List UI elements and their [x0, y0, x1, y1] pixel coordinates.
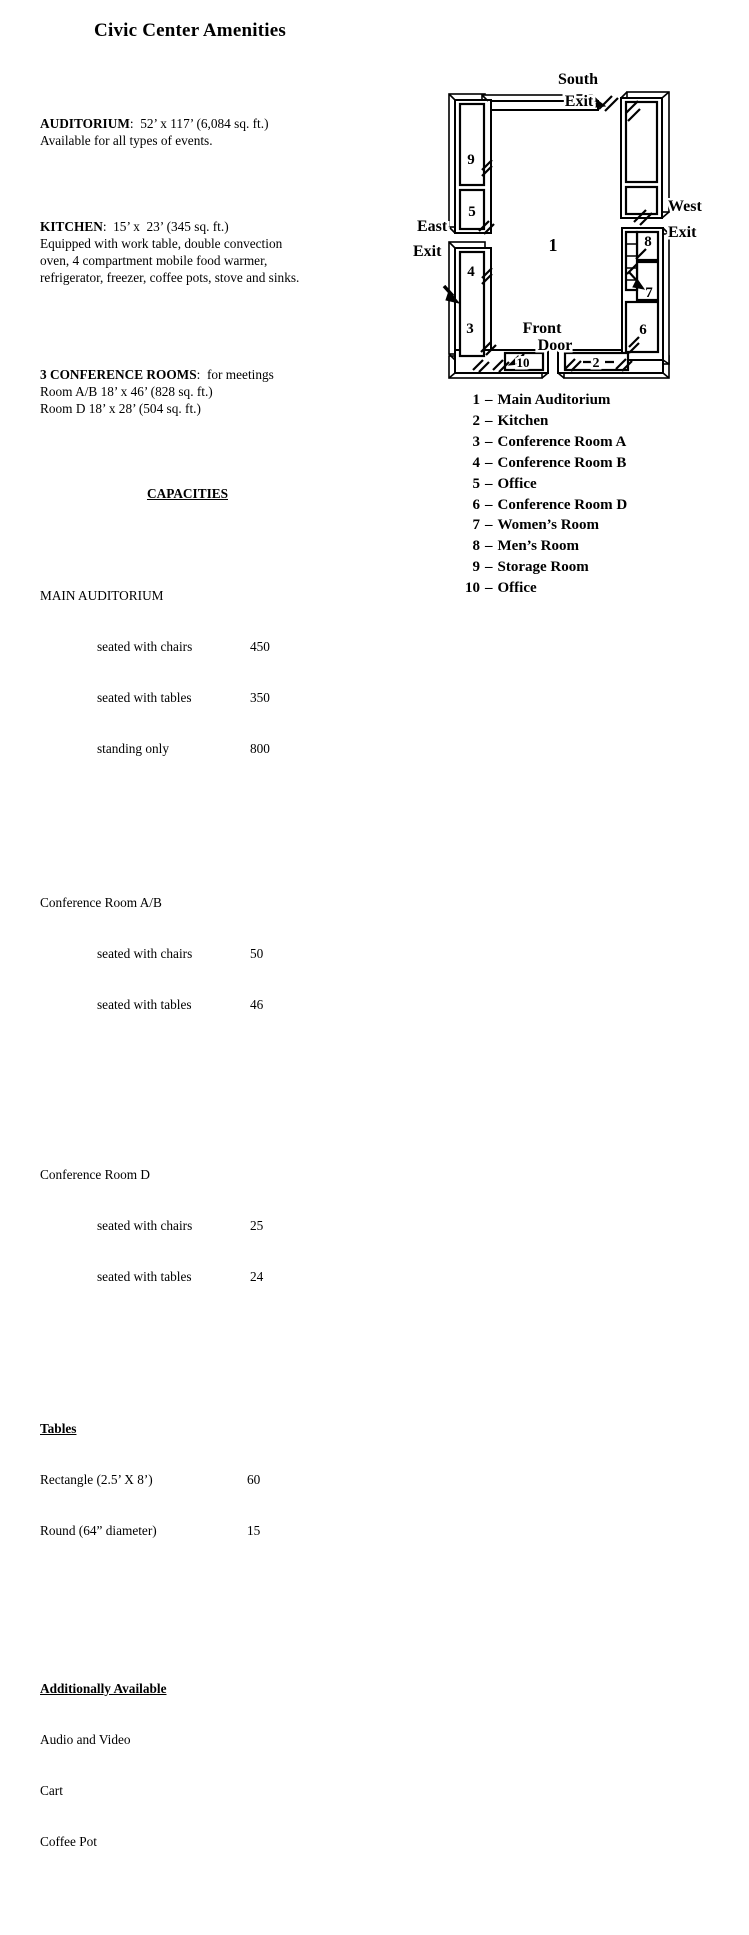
south-label: South — [557, 71, 599, 88]
capacity-value: 50 — [250, 946, 264, 961]
capacity-group-name: MAIN AUDITORIUM — [40, 588, 164, 603]
legend-dash: – — [485, 559, 493, 576]
legend-dash: – — [485, 412, 493, 429]
capacity-value: 25 — [250, 1218, 264, 1233]
kitchen-description-line: refrigerator, freezer, coffee pots, stove and sinks. — [40, 270, 300, 285]
legend-room-name: Office — [497, 580, 537, 597]
capacity-value: 46 — [250, 997, 264, 1012]
kitchen-description-line: Equipped with work table, double convection — [40, 236, 283, 251]
auditorium-heading: AUDITORIUM — [40, 116, 130, 131]
legend-room-name: Kitchen — [497, 412, 549, 429]
room-5-label: 5 — [468, 204, 476, 220]
capacity-label: seated with chairs — [97, 639, 193, 654]
page-title: Civic Center Amenities — [94, 20, 286, 41]
capacity-label: seated with tables — [97, 997, 192, 1012]
table-row — [40, 1471, 350, 1488]
additional-item: Cart — [40, 1783, 63, 1798]
kitchen-heading: KITCHEN — [40, 219, 103, 234]
east-label: East — [417, 218, 448, 235]
south-exit-label: Exit — [564, 93, 594, 110]
legend-item — [446, 536, 627, 557]
legend-item — [446, 557, 627, 578]
legend-dash: – — [485, 475, 493, 492]
legend-dash: – — [485, 517, 493, 534]
main-auditorium-capacity-group — [40, 553, 350, 791]
legend-number: 7 — [472, 517, 480, 534]
capacity-value: 350 — [250, 690, 270, 705]
kitchen-dimensions: : 15’ x 23’ (345 sq. ft.) — [102, 219, 229, 234]
capacity-value: 24 — [250, 1269, 264, 1284]
legend-number: 2 — [472, 412, 480, 429]
capacity-row — [40, 1217, 350, 1234]
legend-item — [446, 495, 627, 516]
capacity-value: 800 — [250, 741, 270, 756]
legend-item — [446, 432, 627, 453]
legend-number: 4 — [472, 454, 480, 471]
legend-room-name: Main Auditorium — [497, 392, 611, 408]
capacity-row — [40, 740, 350, 757]
legend-number: 3 — [472, 433, 480, 450]
room-6-label: 6 — [639, 322, 647, 338]
table-count: 15 — [247, 1523, 261, 1538]
capacity-row — [40, 996, 350, 1013]
legend-dash: – — [485, 580, 493, 597]
room-ab-dimensions: Room A/B 18’ x 46’ (828 sq. ft.) — [40, 384, 213, 399]
room-10-label: 10 — [516, 355, 530, 370]
door-label: Door — [537, 337, 573, 354]
legend-room-name: Women’s Room — [497, 517, 600, 534]
capacity-label: seated with tables — [97, 690, 192, 705]
legend-number: 8 — [472, 538, 480, 555]
capacity-row — [40, 689, 350, 706]
legend-room-name: Conference Room A — [497, 433, 627, 450]
legend-number: 1 — [472, 392, 480, 408]
legend-dash: – — [485, 433, 493, 450]
legend-dash: – — [485, 538, 493, 555]
additional-item: Coffee Pot — [40, 1834, 97, 1849]
legend-item — [446, 578, 627, 599]
auditorium-description: Available for all types of events. — [40, 133, 213, 148]
conference-rooms-section — [40, 366, 350, 417]
capacity-row — [40, 945, 350, 962]
floor-plan-legend — [446, 390, 627, 599]
additionally-available-heading: Additionally Available — [40, 1681, 167, 1696]
capacity-row — [40, 1268, 350, 1285]
legend-item — [446, 515, 627, 536]
additionally-available-section — [40, 1646, 350, 1884]
room-d-dimensions: Room D 18’ x 28’ (504 sq. ft.) — [40, 401, 201, 416]
legend-room-name: Conference Room B — [497, 454, 627, 471]
legend-item — [446, 474, 627, 495]
capacity-value: 450 — [250, 639, 270, 654]
west-label: West — [668, 198, 702, 215]
capacity-row — [40, 638, 350, 655]
legend-number: 5 — [472, 475, 480, 492]
auditorium-dimensions: : 52’ x 117’ (6,084 sq. ft.) — [129, 116, 269, 131]
capacity-group-name: Conference Room A/B — [40, 895, 162, 910]
legend-room-name: Men’s Room — [497, 538, 580, 555]
capacity-label: seated with chairs — [97, 1218, 193, 1233]
legend-room-name: Office — [497, 475, 537, 492]
conference-rooms-heading: 3 CONFERENCE ROOMS — [40, 367, 197, 382]
capacity-group-name: Conference Room D — [40, 1167, 151, 1182]
capacity-label: seated with tables — [97, 1269, 192, 1284]
tables-section — [40, 1386, 350, 1573]
table-type-label: Round (64” diameter) — [40, 1523, 157, 1538]
capacity-label: standing only — [97, 741, 170, 756]
legend-number: 9 — [472, 559, 480, 576]
room-9-label: 9 — [467, 152, 475, 168]
capacity-label: seated with chairs — [97, 946, 193, 961]
room-7-label: 7 — [645, 285, 653, 301]
kitchen-section — [40, 218, 350, 286]
auditorium-section — [40, 115, 350, 149]
conference-rooms-note: : for meetings — [196, 367, 274, 382]
legend-dash: – — [485, 392, 493, 408]
legend-item — [446, 453, 627, 474]
conference-d-capacity-group — [40, 1132, 350, 1319]
room-8-label: 8 — [644, 234, 652, 250]
conference-ab-capacity-group — [40, 860, 350, 1047]
table-row — [40, 1522, 350, 1539]
legend-room-name: Conference Room D — [497, 496, 628, 513]
east-exit-label: Exit — [413, 243, 442, 260]
west-exit-label: Exit — [668, 224, 697, 241]
legend-item — [446, 411, 627, 432]
room-3-label: 3 — [466, 321, 474, 337]
legend-number: 6 — [472, 496, 480, 513]
room-4-label: 4 — [467, 264, 475, 280]
legend-room-name: Storage Room — [497, 559, 589, 576]
legend-item — [446, 390, 627, 411]
legend-dash: – — [485, 496, 493, 513]
kitchen-description-line: oven, 4 compartment mobile food warmer, — [40, 253, 268, 268]
front-label: Front — [522, 320, 562, 337]
floor-plan-diagram — [405, 60, 749, 388]
additional-item: Audio and Video — [40, 1732, 131, 1747]
capacities-heading: CAPACITIES — [146, 486, 229, 501]
room-2-label: 2 — [592, 356, 600, 371]
amenities-text-column — [40, 64, 350, 1935]
room-1-label: 1 — [548, 235, 558, 255]
tables-heading: Tables — [40, 1421, 77, 1436]
table-count: 60 — [247, 1472, 261, 1487]
legend-dash: – — [485, 454, 493, 471]
legend-number: 10 — [465, 580, 480, 597]
table-type-label: Rectangle (2.5’ X 8’) — [40, 1472, 153, 1487]
